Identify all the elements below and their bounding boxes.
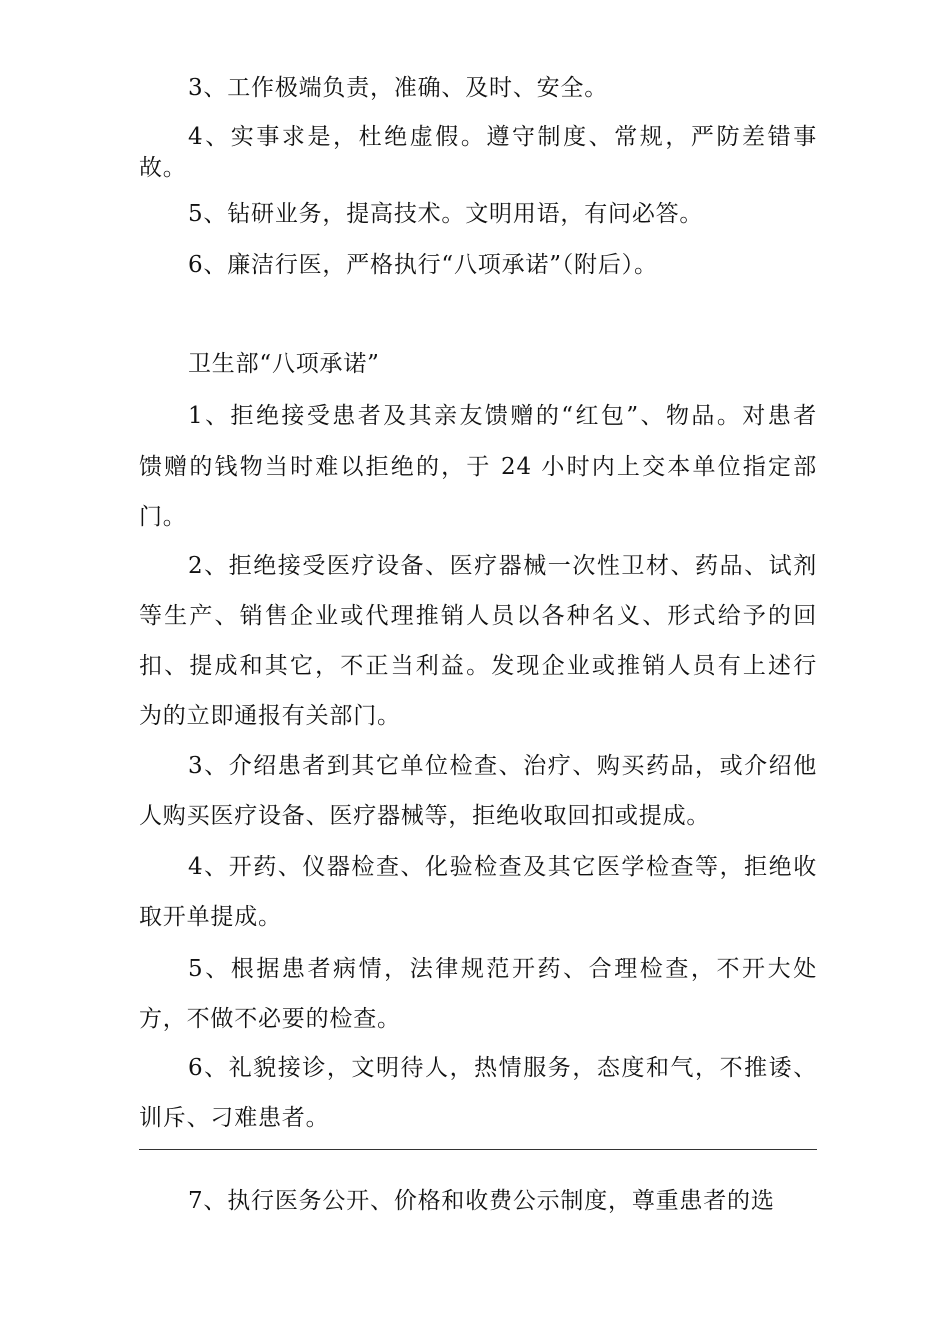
paragraph-line: 2、拒绝接受医疗设备、医疗器械一次性卫材、药品、试剂 [188,553,817,579]
paragraph-line: 3、介绍患者到其它单位检查、治疗、购买药品，或介绍他 [188,753,817,779]
paragraph-line: 6、廉洁行医，严格执行“八项承诺”（附后）。 [188,252,658,278]
paragraph-line: 4、实事求是，杜绝虚假。遵守制度、常规，严防差错事 [188,124,817,150]
paragraph-line: 为的立即通报有关部门。 [139,703,401,729]
paragraph-line: 方，不做不必要的检查。 [139,1006,401,1032]
paragraph-line: 1、拒绝接受患者及其亲友馈赠的“红包”、物品。对患者 [188,403,817,429]
paragraph-line: 馈赠的钱物当时难以拒绝的，于 24 小时内上交本单位指定部 [139,454,817,480]
paragraph-line: 扣、提成和其它，不正当利益。发现企业或推销人员有上述行 [139,653,817,679]
paragraph-line: 等生产、销售企业或代理推销人员以各种名义、形式给予的回 [139,603,817,629]
paragraph-line: 门。 [139,504,187,530]
paragraph-line: 7、执行医务公开、价格和收费公示制度，尊重患者的选 [188,1188,775,1214]
paragraph-line: 5、钻研业务，提高技术。文明用语，有问必答。 [188,201,704,227]
paragraph-line: 3、工作极端负责，准确、及时、安全。 [188,75,609,101]
section-heading: 卫生部“八项承诺” [188,351,380,377]
paragraph-line: 6、礼貌接诊，文明待人，热情服务，态度和气，不推诿、 [188,1055,817,1081]
page-divider [139,1149,817,1150]
paragraph-line: 4、开药、仪器检查、化验检查及其它医学检查等，拒绝收 [188,854,817,880]
paragraph-line: 取开单提成。 [139,904,282,930]
paragraph-line: 5、根据患者病情，法律规范开药、合理检查，不开大处 [188,956,817,982]
paragraph-line: 故。 [139,155,187,181]
paragraph-line: 人购买医疗设备、医疗器械等，拒绝收取回扣或提成。 [139,803,711,829]
paragraph-line: 训斥、刁难患者。 [139,1105,330,1131]
